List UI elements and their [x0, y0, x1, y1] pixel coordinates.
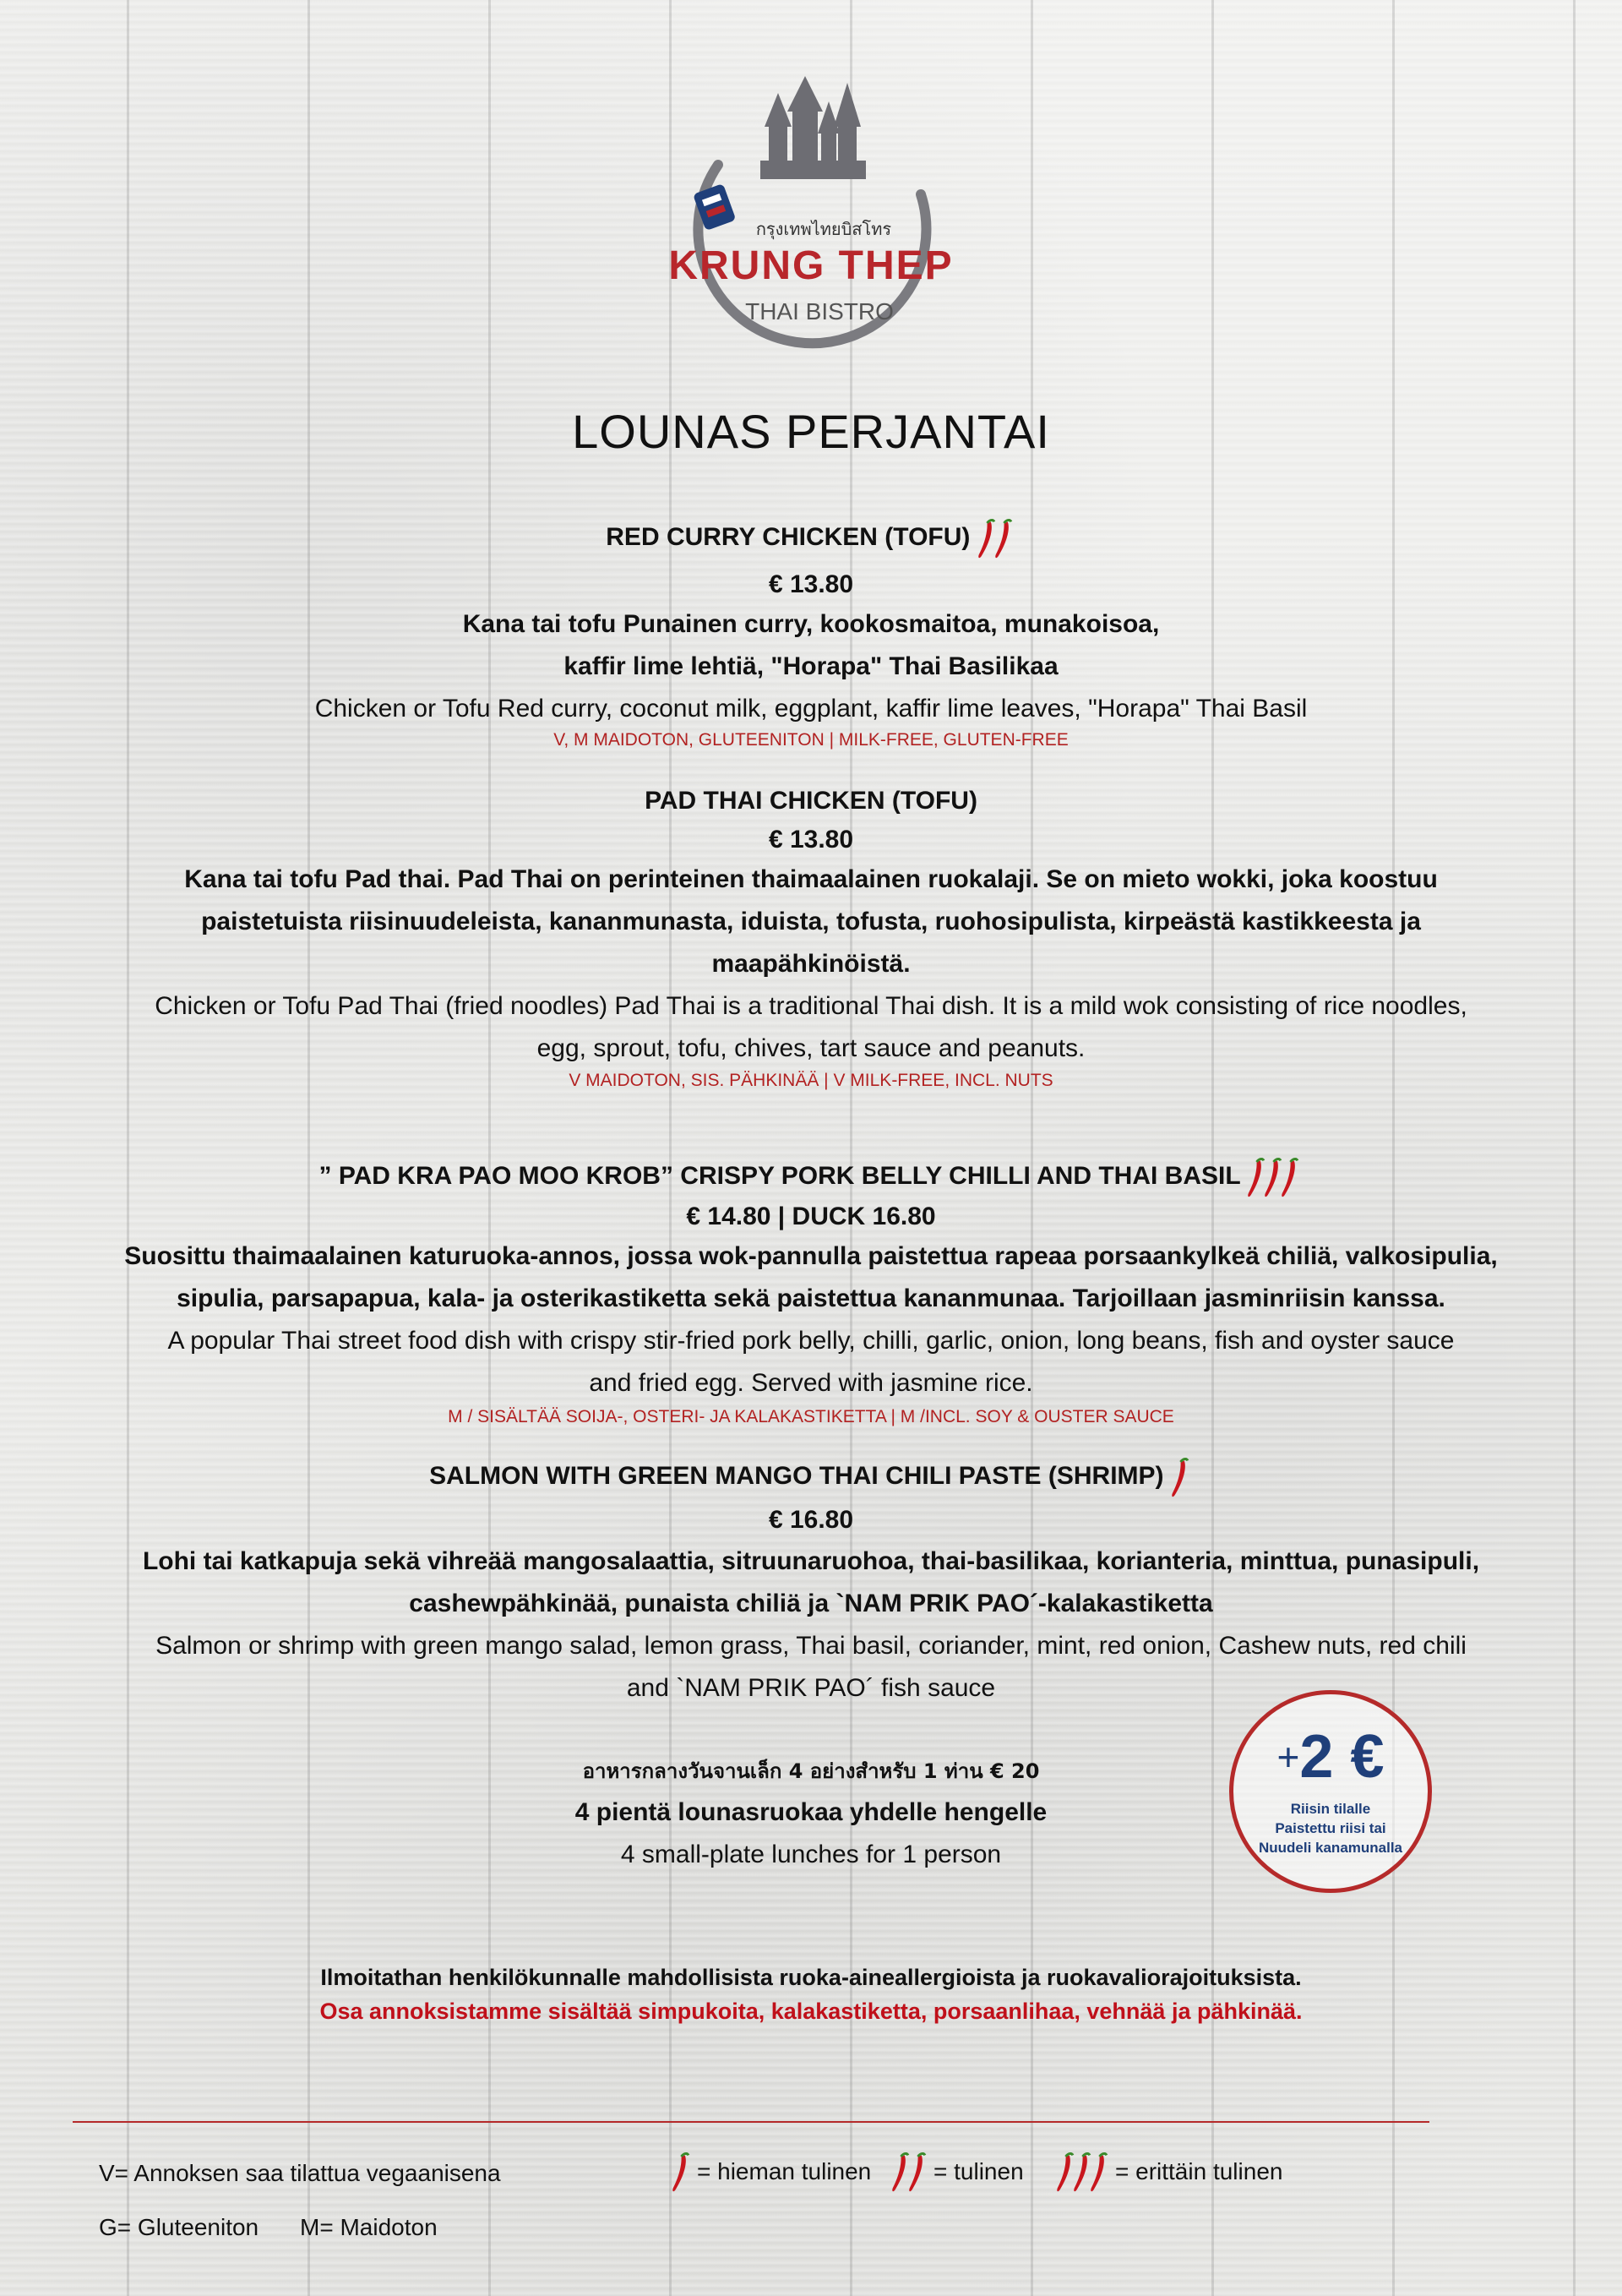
chili-pepper-icon [1171, 1456, 1193, 1498]
description-line: and `NAM PRIK PAO´ fish sauce [626, 1674, 996, 1702]
description-line: Lohi tai katkapuja sekä vihreää mangosalaattia, sitruunaruohoa, thai-basilikaa, korianteria, minttua, punasipuli, [142, 1547, 1480, 1575]
small-plates-en: 4 small-plate lunches for 1 person [620, 1841, 1002, 1868]
legend-milk-free: M= Maidoton [300, 2214, 438, 2240]
description-line: cashewpähkinää, punaista chiliä ja `NAM PRIK PAO´-kalakastiketta [409, 1590, 1213, 1617]
footer-divider [73, 2121, 1429, 2123]
dish-allergens: V, M MAIDOTON, GLUTEENITON | MILK-FREE, GLUTEN-FREE [553, 730, 1069, 750]
legend-spice-very-hot [1056, 2146, 1282, 2197]
description-line: maapähkinöistä. [711, 950, 911, 978]
chili-pepper-icon [1248, 1158, 1264, 1198]
page-title: LOUNAS PERJANTAI [572, 405, 1050, 458]
dish-price: € 13.80 [768, 570, 854, 598]
allergy-warning-line: Osa annoksistamme sisältää simpukoita, kalakastiketta, porsaanlihaa, vehnää ja pähkinää. [319, 1999, 1303, 2024]
krung-thep-logo [642, 76, 980, 397]
description-line: Kana tai tofu Pad thai. Pad Thai on perinteinen thaimaalainen ruokalaji. Se on mieto wokki, joka koostuu [184, 865, 1438, 893]
dish-description-en [0, 985, 1622, 1070]
logo-brand-text: KRUNG THEP [668, 243, 954, 288]
legend-spice-mild [672, 2146, 871, 2197]
small-plates-fi: 4 pientä lounasruokaa yhdelle hengelle [574, 1798, 1048, 1826]
description-line: Chicken or Tofu Pad Thai (fried noodles) Pad Thai is a traditional Thai dish. It is a mild wok consisting of rice noodles, [155, 992, 1467, 1020]
dish-description-en [0, 1320, 1622, 1404]
legend-spice-hot [891, 2146, 1024, 2197]
chili-pepper-icon [1282, 1158, 1298, 1198]
allergy-notice-line: Ilmoitathan henkilökunnalle mahdollisista ruoka-aineallergioista ja ruokavaliorajoituksista. [320, 1965, 1302, 1990]
legend-label: = tulinen [933, 2158, 1024, 2184]
badge-text-line: Riisin tilalle [1290, 1801, 1371, 1817]
chili-pepper-icon [891, 2151, 930, 2193]
dish-price: € 16.80 [768, 1506, 854, 1534]
legend-label: = hieman tulinen [697, 2158, 872, 2184]
legend-gluten-free: G= Gluteeniton [99, 2214, 259, 2240]
chili-pepper-icon [892, 2152, 908, 2193]
spice-level-2-icon [977, 523, 1016, 551]
chili-pepper-icon [995, 519, 1011, 559]
dish-name: SALMON WITH GREEN MANGO THAI CHILI PASTE (SHRIMP) [429, 1461, 1164, 1490]
chili-pepper-icon [978, 519, 994, 559]
chili-pepper-icon [1074, 2152, 1090, 2193]
spice-level-3-icon [1247, 1162, 1303, 1190]
badge-amount: 2 € [1299, 1723, 1385, 1791]
chili-pepper-icon [977, 517, 1016, 559]
description-line: Salmon or shrimp with green mango salad, lemon grass, Thai basil, coriander, mint, red onion, Cashew nuts, red chili [155, 1632, 1467, 1660]
description-line: paistetuista riisinuudeleista, kananmunasta, iduista, tofusta, ruohosipulista, kirpeästä kastikkeesta ja [201, 908, 1421, 935]
dish-allergens: V MAIDOTON, SIS. PÄHKINÄÄ | V MILK-FREE, INCL. NUTS [569, 1071, 1053, 1090]
spice-level-1-icon [1171, 1462, 1193, 1490]
legend-label: = erittäin tulinen [1115, 2158, 1283, 2184]
spice-level-1-icon [672, 2151, 694, 2193]
dish-description-en [0, 688, 1622, 730]
dish-card [0, 1456, 1622, 1710]
description-line: Chicken or Tofu Red curry, coconut milk, eggplant, kaffir lime leaves, "Horapa" Thai Basil [314, 695, 1308, 723]
dish-description-fi [0, 859, 1622, 985]
description-line: Suosittu thaimaalainen katuruoka-annos, jossa wok-pannulla paistettua rapeaa porsaankylkeä chiliä, valkosipulia, [124, 1242, 1498, 1270]
badge-text-line: Paistettu riisi tai [1275, 1820, 1386, 1836]
badge-plus: + [1276, 1735, 1300, 1779]
dish-description-en [0, 1625, 1622, 1710]
dish-name: RED CURRY CHICKEN (TOFU) [606, 522, 971, 551]
chili-pepper-icon [1172, 1458, 1188, 1498]
dish-description-fi [0, 603, 1622, 688]
dish-description-fi [0, 1235, 1622, 1320]
dish-price: € 13.80 [768, 826, 854, 854]
description-line: sipulia, parsapapua, kala- ja osterikastiketta sekä paistettua kananmunaa. Tarjoillaan jasminriisin kanssa. [177, 1284, 1445, 1312]
chili-pepper-icon [672, 2152, 689, 2193]
chili-pepper-icon [1056, 2151, 1112, 2193]
chili-pepper-icon [1265, 1158, 1281, 1198]
chili-pepper-icon [1247, 1156, 1303, 1198]
description-line: A popular Thai street food dish with crispy stir-fried pork belly, chilli, garlic, onion, long beans, fish and oyster sauce [167, 1327, 1455, 1355]
logo-thai-text: กรุงเทพไทยบิสโทร [755, 219, 892, 239]
spice-level-2-icon [891, 2151, 930, 2193]
badge-text-line: Nuudeli kanamunalla [1258, 1840, 1403, 1856]
description-line: egg, sprout, tofu, chives, tart sauce and peanuts. [536, 1034, 1086, 1062]
chili-pepper-icon [1057, 2152, 1073, 2193]
logo-subtitle-text: THAI BISTRO [745, 298, 894, 324]
chili-pepper-icon [1091, 2152, 1107, 2193]
legend-vegan: V= Annoksen saa tilattua vegaanisena [99, 2160, 501, 2186]
description-line: kaffir lime lehtiä, "Horapa" Thai Basilikaa [563, 652, 1059, 680]
dish-card [0, 517, 1622, 750]
description-line: Kana tai tofu Punainen curry, kookosmaitoa, munakoisoa, [462, 610, 1160, 638]
spice-level-3-icon [1056, 2151, 1112, 2193]
dish-card [0, 1156, 1622, 1430]
allergy-notice [0, 1961, 1622, 2028]
small-plates-thai: อาหารกลางวันจานเล็ก 4 อย่างสำหรับ 1 ท่าน € 20 [582, 1759, 1040, 1783]
dish-name: PAD THAI CHICKEN (TOFU) [645, 787, 977, 815]
dish-price: € 14.80 | DUCK 16.80 [686, 1203, 936, 1230]
dish-description-fi [0, 1541, 1622, 1625]
dish-allergens: M / SISÄLTÄÄ SOIJA-, OSTERI- JA KALAKASTIKETTA | M /INCL. SOY & OUSTER SAUCE [448, 1407, 1174, 1426]
rice-upgrade-badge [1229, 1690, 1432, 1893]
dish-name: ” PAD KRA PAO MOO KROB” CRISPY PORK BELLY CHILLI AND THAI BASIL [318, 1161, 1241, 1190]
chili-pepper-icon [909, 2152, 925, 2193]
description-line: and fried egg. Served with jasmine rice. [589, 1369, 1033, 1397]
dish-card [0, 784, 1622, 1092]
chili-pepper-icon [672, 2151, 694, 2193]
